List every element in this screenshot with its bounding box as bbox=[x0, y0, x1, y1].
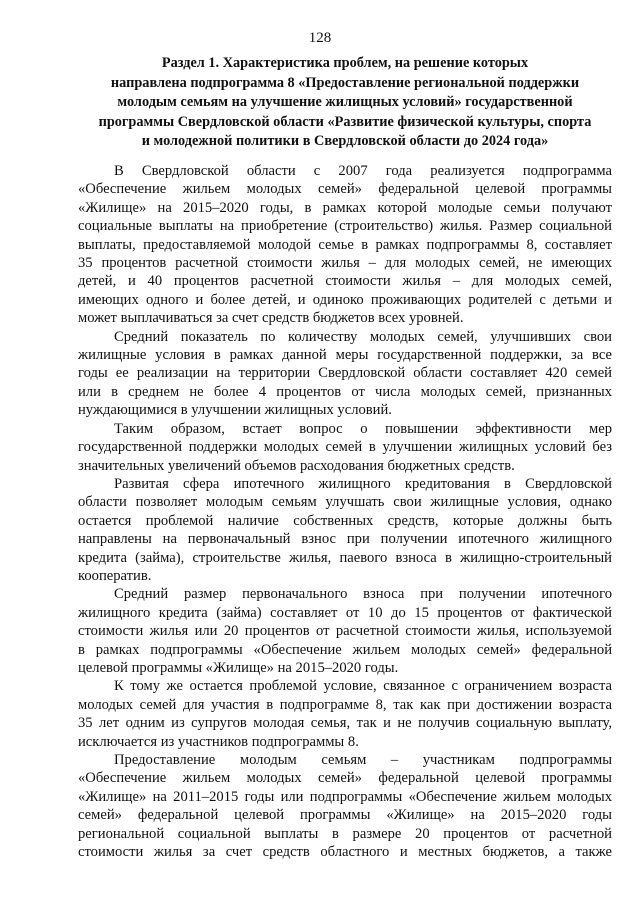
text-line: В Свердловской области с 2007 года реализуется подпрограмма bbox=[114, 163, 612, 179]
text-line: области позволяет молодым семьям улучшать свои жилищные условия, однако bbox=[78, 494, 612, 511]
text-line: «Обеспечение жильем молодых семей» федеральной целевой программы bbox=[78, 770, 612, 787]
text-line: направлены на первоначальный взнос при получении ипотечного жилищного bbox=[78, 531, 612, 548]
text-line: 35 процентов расчетной стоимости жилья – для молодых семей, не имеющих bbox=[78, 255, 612, 272]
text-line: детей, и 40 процентов расчетной стоимости жилья – для молодых семей, bbox=[78, 273, 612, 290]
text-line: кооператив. bbox=[78, 567, 152, 584]
text-line: остается проблемой наличие собственных средств, которые должны быть bbox=[78, 512, 612, 529]
paragraph bbox=[78, 162, 612, 328]
paragraph bbox=[78, 585, 612, 677]
text-line: жилищного кредита (займа) составляет от 10 до 15 процентов от фактической bbox=[78, 604, 612, 621]
text-line: стоимости жилья или 20 процентов от расчетной стоимости жилья, используемой bbox=[78, 623, 612, 640]
text-line: значительных увеличений объемов расходования бюджетных средств. bbox=[78, 457, 515, 474]
section-title-line: программы Свердловской области «Развитие физической культуры, спорта bbox=[98, 113, 592, 130]
text-line: молодых семей для участия в подпрограмме 8, так как при достижении возраста bbox=[78, 696, 612, 713]
paragraph bbox=[78, 328, 612, 420]
paragraph bbox=[78, 420, 612, 475]
text-line: кредита (займа), строительстве жилья, паевого взноса в жилищно-строительный bbox=[78, 549, 612, 566]
text-line: Таким образом, встает вопрос о повышении эффективности мер bbox=[114, 420, 612, 437]
text-line: Средний размер первоначального взноса при получении ипотечного bbox=[114, 586, 612, 603]
section-title bbox=[78, 54, 612, 152]
text-line: 35 лет одним из супругов молодая семья, так и не получив социальную выплату, bbox=[78, 715, 612, 732]
text-line: «Жилище» на 2015–2020 годы, в рамках которой молодые семьи получают bbox=[78, 199, 612, 216]
text-line: годы ее реализации на территории Свердловской области составляет 420 семей bbox=[78, 365, 612, 382]
paragraph bbox=[78, 751, 612, 861]
section-title-line: Раздел 1. Характеристика проблем, на решение которых bbox=[161, 55, 529, 71]
text-line: целевой программы «Жилище» на 2015–2020 годы. bbox=[78, 659, 399, 676]
text-line: государственной поддержки молодых семей в улучшении жилищных условий без bbox=[78, 439, 612, 456]
text-line: социальные выплаты на приобретение (строительство) жилья. Размер социальной bbox=[78, 218, 612, 235]
paragraph bbox=[78, 677, 612, 751]
paragraph bbox=[78, 475, 612, 585]
text-line: Предоставление молодым семьям – участникам подпрограммы bbox=[114, 752, 612, 768]
section-title-line: молодым семьям на улучшение жилищных условий» государственной bbox=[117, 94, 573, 110]
page-number: 128 bbox=[308, 30, 332, 46]
text-line: может выплачиваться за счет средств бюджетов всех уровней. bbox=[78, 310, 464, 327]
text-line: региональной социальной выплаты в размере 20 процентов от расчетной bbox=[78, 825, 612, 842]
text-line: «Обеспечение жильем молодых семей» федеральной целевой программы bbox=[78, 181, 612, 198]
text-line: нуждающимися в улучшении жилищных условий. bbox=[78, 402, 392, 419]
text-line: Развитая сфера ипотечного жилищного кредитования в Свердловской bbox=[114, 475, 612, 492]
text-line: исключается из участников подпрограммы 8. bbox=[78, 733, 359, 750]
body-text bbox=[78, 162, 612, 861]
text-line: в рамках подпрограммы «Обеспечение жильем молодых семей» федеральной bbox=[78, 641, 612, 658]
text-line: Средний показатель по количеству молодых семей, улучшивших свои bbox=[114, 328, 612, 345]
text-line: жилищные условия в рамках данной меры государственной поддержки, за все bbox=[78, 347, 612, 364]
text-line: семей» федеральной целевой программы «Жилище» на 2015–2020 годы bbox=[78, 807, 612, 824]
text-line: «Жилище» на 2011–2015 годы или подпрограммы «Обеспечение жильем молодых bbox=[78, 788, 612, 805]
text-line: стоимости жилья за счет средств областного и местных бюджетов, а также bbox=[78, 844, 612, 861]
section-title-line: и молодежной политики в Свердловской области до 2024 года» bbox=[141, 133, 549, 149]
text-line: имеющих одного и более детей, и одиноко проживающих родителей с детьми и bbox=[78, 291, 612, 308]
section-title-line: направлена подпрограмма 8 «Предоставление региональной поддержки bbox=[110, 74, 580, 91]
text-line: выплаты, предоставляемой молодой семье в рамках подпрограммы 8, составляет bbox=[78, 236, 612, 253]
text-line: К тому же остается проблемой условие, связанное с ограничением возраста bbox=[114, 678, 612, 695]
text-line: или в среднем не более 4 процентов от числа молодых семей, признанных bbox=[78, 383, 612, 400]
